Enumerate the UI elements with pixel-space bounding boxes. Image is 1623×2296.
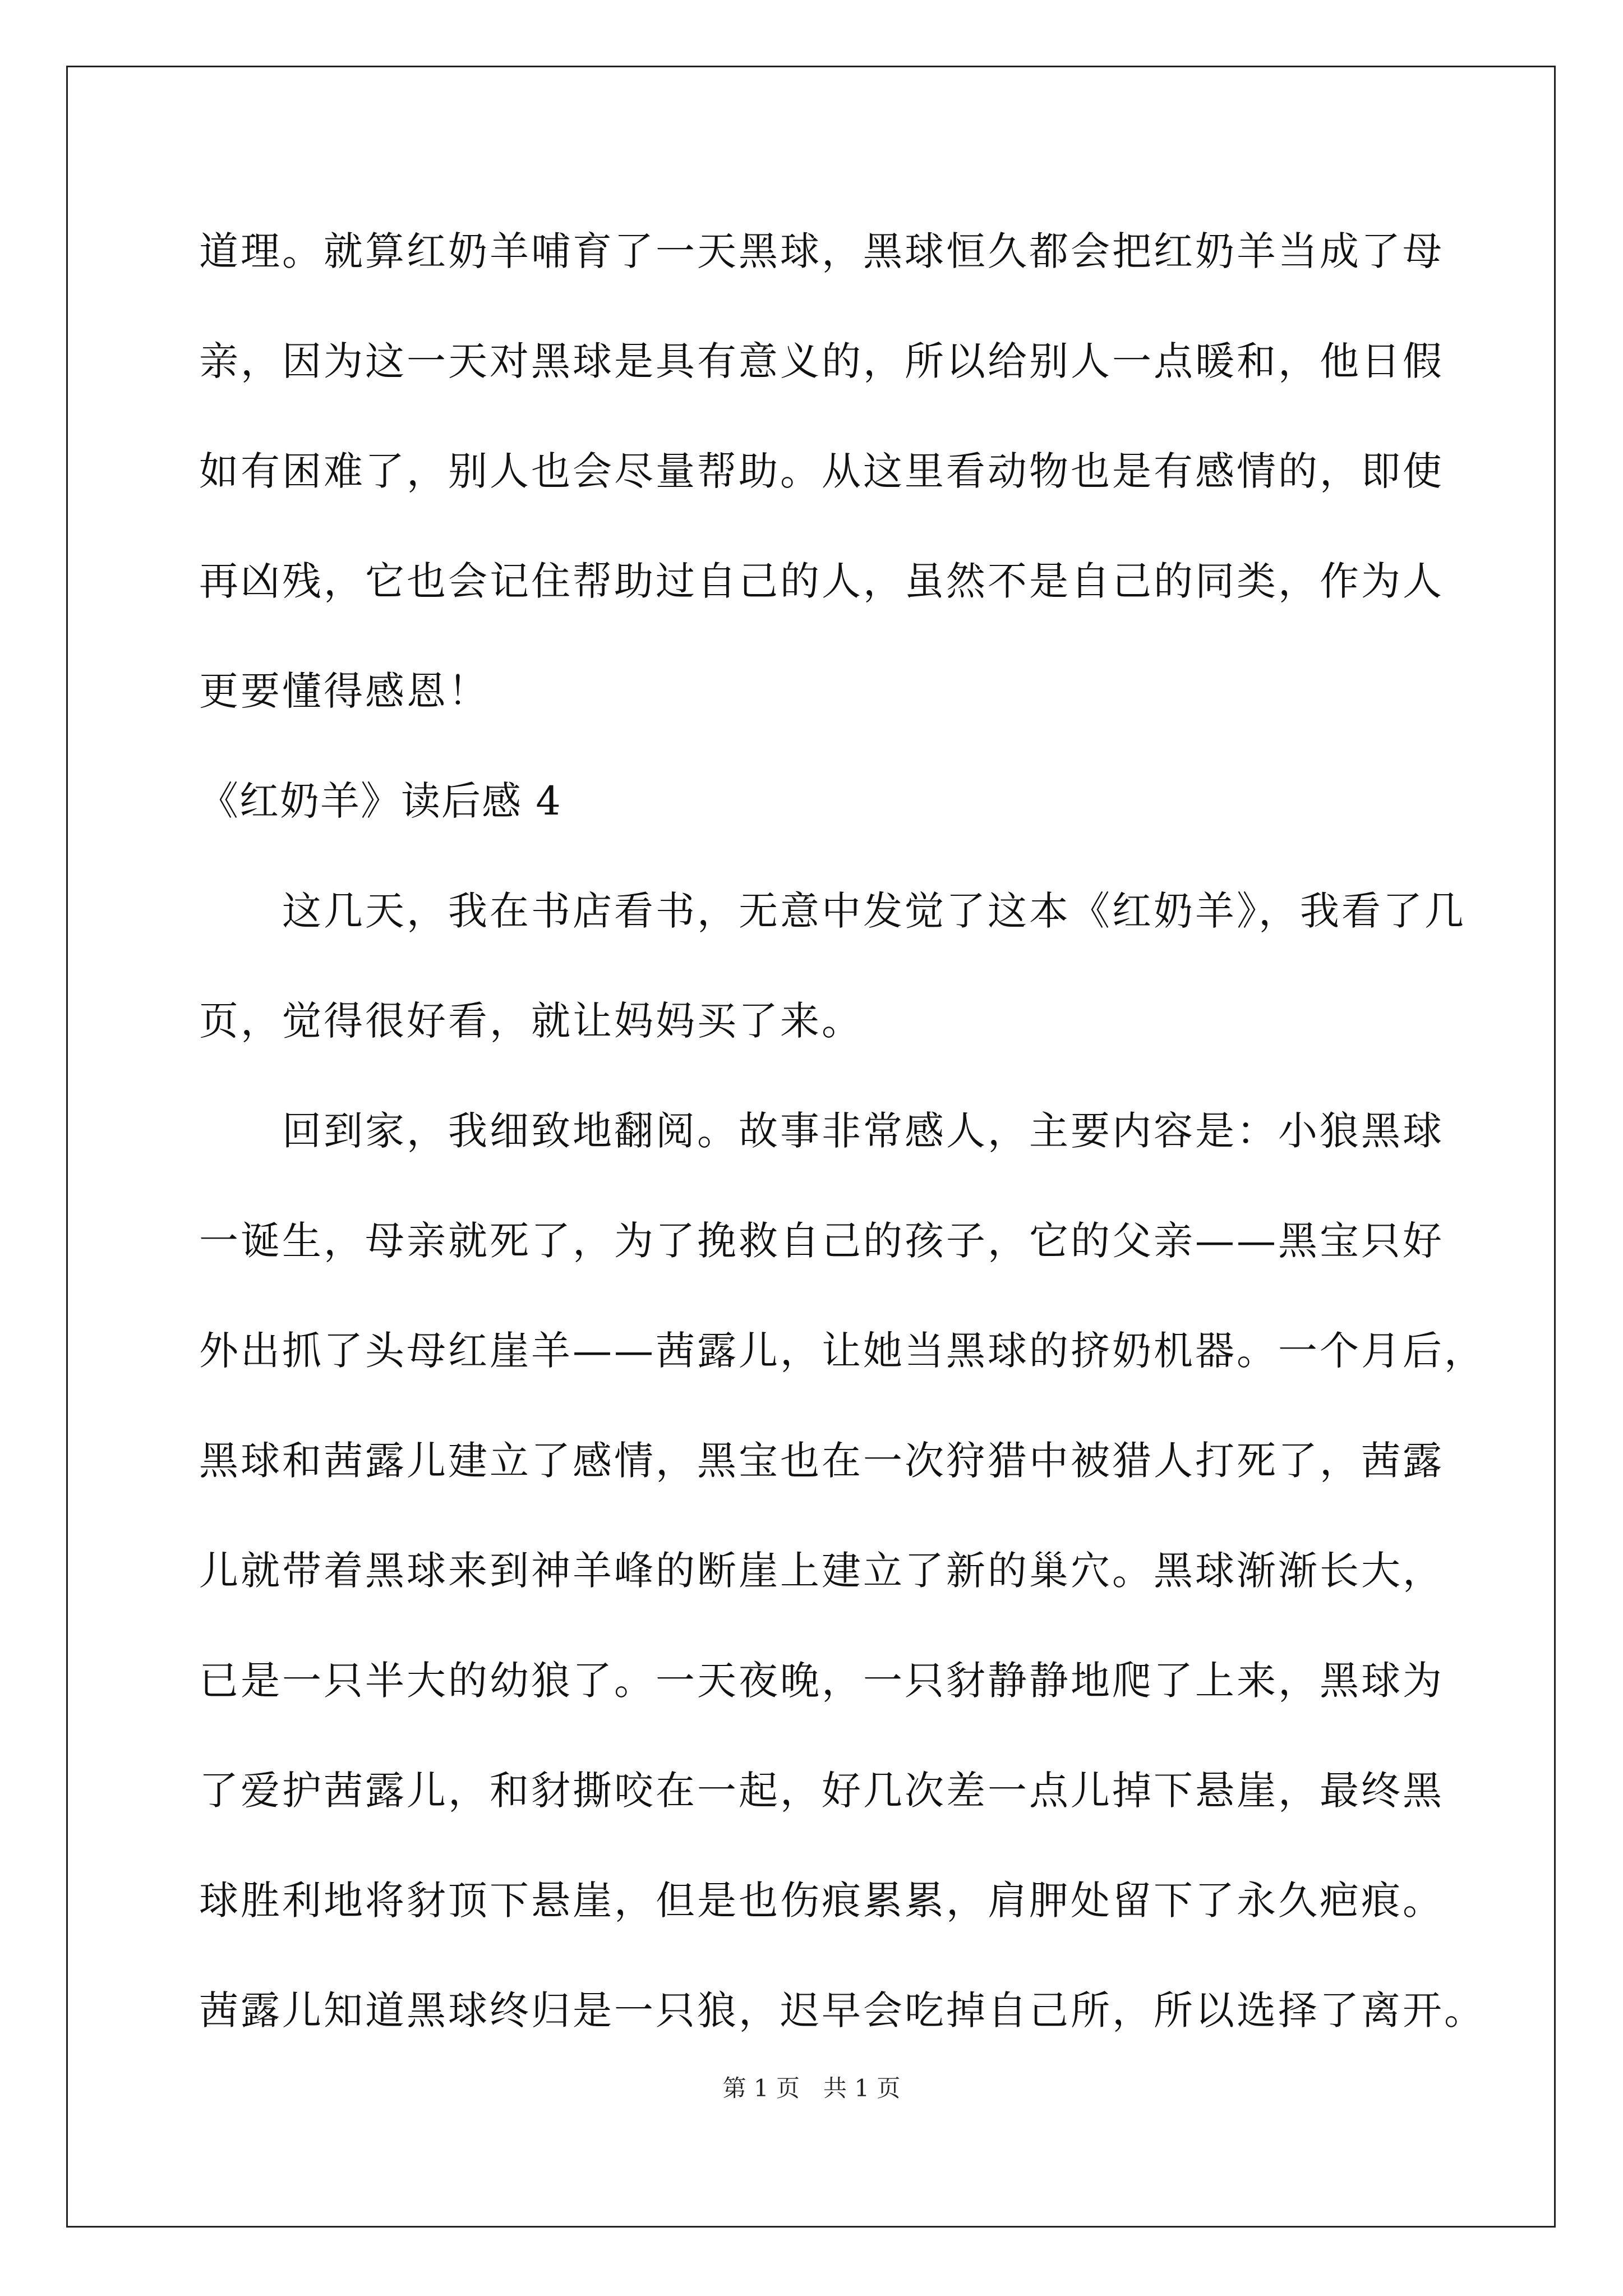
paragraph-line: 这几天，我在书店看书，无意中发觉了这本《红奶羊》，我看了几: [282, 888, 1466, 934]
paragraph-line: 一诞生，母亲就死了，为了挽救自己的孩子，它的父亲——黑宝只好: [199, 1218, 1444, 1264]
paragraph-line: 了爱护茜露儿，和豺撕咬在一起，好几次差一点儿掉下悬崖，最终黑: [199, 1768, 1444, 1814]
paragraph-line: 页，觉得很好看，就让妈妈买了来。: [199, 998, 863, 1044]
paragraph-line: 如有困难了，别人也会尽量帮助。从这里看动物也是有感情的，即使: [199, 448, 1444, 494]
paragraph-line: 道理。就算红奶羊哺育了一天黑球，黑球恒久都会把红奶羊当成了母: [199, 228, 1444, 274]
paragraph-line: 茜露儿知道黑球终归是一只狼，迟早会吃掉自己所，所以选择了离开。: [199, 1987, 1486, 2033]
paragraph-line: 黑球和茜露儿建立了感情，黑宝也在一次狩猎中被猎人打死了，茜露: [199, 1438, 1444, 1484]
page-number-footer: 第 1 页 共 1 页: [722, 2074, 901, 2102]
paragraph-line: 更要懂得感恩！: [199, 668, 490, 714]
paragraph-line: 再凶残，它也会记住帮助过自己的人，虽然不是自己的同类，作为人: [199, 558, 1444, 604]
paragraph-line: 儿就带着黑球来到神羊峰的断崖上建立了新的巢穴。黑球渐渐长大，: [199, 1548, 1444, 1594]
paragraph-line: 回到家，我细致地翻阅。故事非常感人，主要内容是：小狼黑球: [282, 1108, 1444, 1154]
paragraph-line: 已是一只半大的幼狼了。一天夜晚，一只豺静静地爬了上来，黑球为: [199, 1658, 1444, 1704]
paragraph-line: 球胜利地将豺顶下悬崖，但是也伤痕累累，肩胛处留下了永久疤痕。: [199, 1878, 1444, 1924]
document-body: [199, 215, 1486, 2084]
paragraph-line: 亲，因为这一天对黑球是具有意义的，所以给别人一点暖和，他日假: [199, 338, 1444, 384]
paragraph-line: 外出抓了头母红崖羊——茜露儿，让她当黑球的挤奶机器。一个月后，: [199, 1328, 1486, 1374]
section-heading: 《红奶羊》读后感 4: [199, 778, 562, 824]
